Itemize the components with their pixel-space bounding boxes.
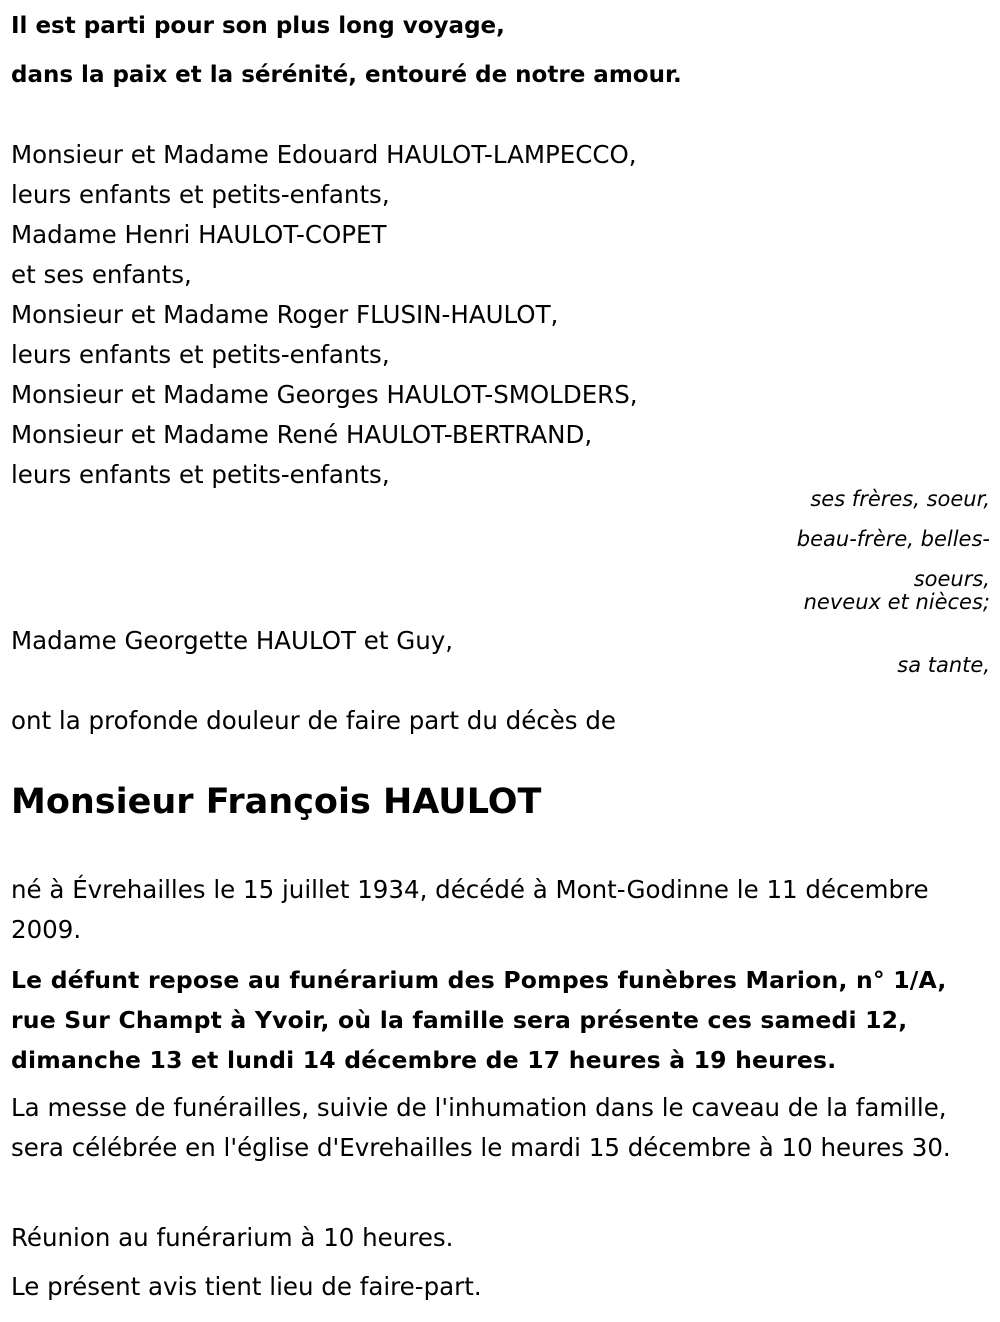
intro-line-2: dans la paix et la sérénité, entouré de notre amour. bbox=[11, 62, 682, 88]
family-line: Monsieur et Madame Georges HAULOT-SMOLDERS, bbox=[11, 380, 638, 409]
relation-line-4: neveux et nièces; bbox=[803, 590, 990, 614]
aunt-relation: sa tante, bbox=[897, 653, 990, 677]
relation-line-3: soeurs, bbox=[913, 567, 990, 591]
aunt-name: Madame Georgette HAULOT et Guy, bbox=[11, 626, 454, 655]
family-line: Madame Henri HAULOT-COPET bbox=[11, 220, 387, 249]
announcement-text: ont la profonde douleur de faire part du décès de bbox=[11, 706, 616, 735]
birth-death-info: né à Évrehailles le 15 juillet 1934, décédé à Mont-Godinne le 11 décembre 2009. bbox=[11, 875, 929, 944]
relation-line-2: beau-frère, belles- bbox=[796, 527, 990, 551]
family-line: leurs enfants et petits-enfants, bbox=[11, 340, 390, 369]
family-line: leurs enfants et petits-enfants, bbox=[11, 460, 390, 489]
notice-info: Le présent avis tient lieu de faire-part. bbox=[11, 1272, 482, 1301]
funeral-info: La messe de funérailles, suivie de l'inhumation dans le caveau de la famille, sera célébrée en l'église d'Evrehailles le mardi 15 décembre à 10 heures 30. bbox=[11, 1093, 951, 1162]
visitation-info: Le défunt repose au funérarium des Pompes funèbres Marion, n° 1/A, rue Sur Champt à Yvoir, où la famille sera présente ces samedi 12, dimanche 13 et lundi 14 décembre de 17 heures à 19 heures. bbox=[11, 966, 947, 1074]
family-line: Monsieur et Madame Roger FLUSIN-HAULOT, bbox=[11, 300, 559, 329]
meeting-info: Réunion au funérarium à 10 heures. bbox=[11, 1223, 454, 1252]
family-line: leurs enfants et petits-enfants, bbox=[11, 180, 390, 209]
family-line: Monsieur et Madame René HAULOT-BERTRAND, bbox=[11, 420, 593, 449]
deceased-name: Monsieur François HAULOT bbox=[11, 782, 542, 822]
family-line: et ses enfants, bbox=[11, 260, 192, 289]
relation-line-1: ses frères, soeur, bbox=[810, 487, 990, 511]
family-line: Monsieur et Madame Edouard HAULOT-LAMPECCO, bbox=[11, 140, 637, 169]
intro-line-1: Il est parti pour son plus long voyage, bbox=[11, 13, 505, 39]
